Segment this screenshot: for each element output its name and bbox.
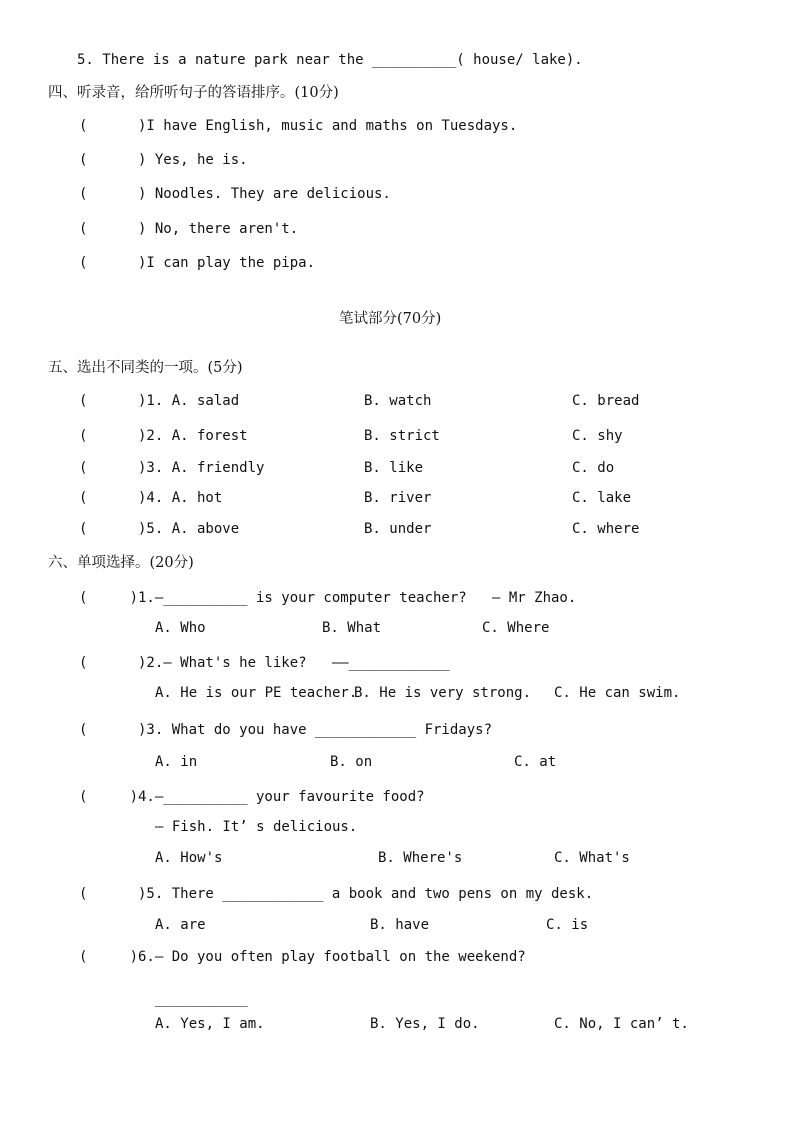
option-c: C. lake: [572, 490, 632, 506]
question-stem: ( )4.—__________ your favourite food?: [79, 789, 425, 805]
question-stem: ( )6.— Do you often play football on the weekend?: [79, 949, 526, 965]
option-a: A. He is our PE teacher.: [155, 685, 358, 701]
question-item: ( ) Noodles. They are delicious.: [79, 186, 391, 202]
option-b: B. on: [330, 754, 373, 770]
question-item: 5. There is a nature park near the __________( house/ lake).: [77, 52, 583, 68]
option-c: C. No, I can’ t.: [554, 1016, 689, 1032]
part-heading: 笔试部分(70分): [339, 311, 442, 327]
question-stem-line2: — Fish. It’ s delicious.: [155, 819, 358, 835]
question-item: ( )3. A. friendly: [79, 460, 265, 476]
option-b: B. strict: [364, 428, 440, 444]
question-item: ( )5. A. above: [79, 521, 240, 537]
answer-blank: ___________: [155, 991, 248, 1007]
option-c: C. do: [572, 460, 615, 476]
option-c: C. at: [514, 754, 557, 770]
option-a: A. are: [155, 917, 206, 933]
option-b: B. He is very strong.: [354, 685, 532, 701]
option-b: B. have: [370, 917, 430, 933]
section-title: 五、选出不同类的一项。(5分): [48, 360, 243, 376]
option-c: C. Where: [482, 620, 550, 636]
option-b: B. under: [364, 521, 432, 537]
option-a: A. Yes, I am.: [155, 1016, 265, 1032]
option-b: B. like: [364, 460, 424, 476]
question-item: ( )1. A. salad: [79, 393, 240, 409]
option-c: C. where: [572, 521, 640, 537]
option-b: B. watch: [364, 393, 432, 409]
question-stem: ( )2.— What's he like? ——____________: [79, 655, 450, 671]
option-a: A. Who: [155, 620, 206, 636]
option-c: C. is: [546, 917, 589, 933]
section-title: 四、听录音，给所听句子的答语排序。(10分): [48, 85, 339, 101]
option-b: B. Where's: [378, 850, 463, 866]
question-stem: ( )3. What do you have ____________ Fridays?: [79, 722, 493, 738]
option-a: A. How's: [155, 850, 223, 866]
question-stem: ( )5. There ____________ a book and two pens on my desk.: [79, 886, 594, 902]
option-c: C. bread: [572, 393, 640, 409]
option-b: B. river: [364, 490, 432, 506]
question-item: ( )I can play the pipa.: [79, 255, 316, 271]
option-c: C. shy: [572, 428, 623, 444]
question-item: ( ) No, there aren't.: [79, 221, 299, 237]
option-a: A. in: [155, 754, 198, 770]
option-b: B. What: [322, 620, 382, 636]
section-title: 六、单项选择。(20分): [48, 555, 194, 571]
question-item: ( )4. A. hot: [79, 490, 223, 506]
question-item: ( )I have English, music and maths on Tuesdays.: [79, 118, 518, 134]
option-b: B. Yes, I do.: [370, 1016, 480, 1032]
question-item: ( ) Yes, he is.: [79, 152, 248, 168]
option-c: C. He can swim.: [554, 685, 681, 701]
question-stem: ( )1.—__________ is your computer teacher? — Mr Zhao.: [79, 590, 577, 606]
option-c: C. What's: [554, 850, 630, 866]
question-item: ( )2. A. forest: [79, 428, 248, 444]
